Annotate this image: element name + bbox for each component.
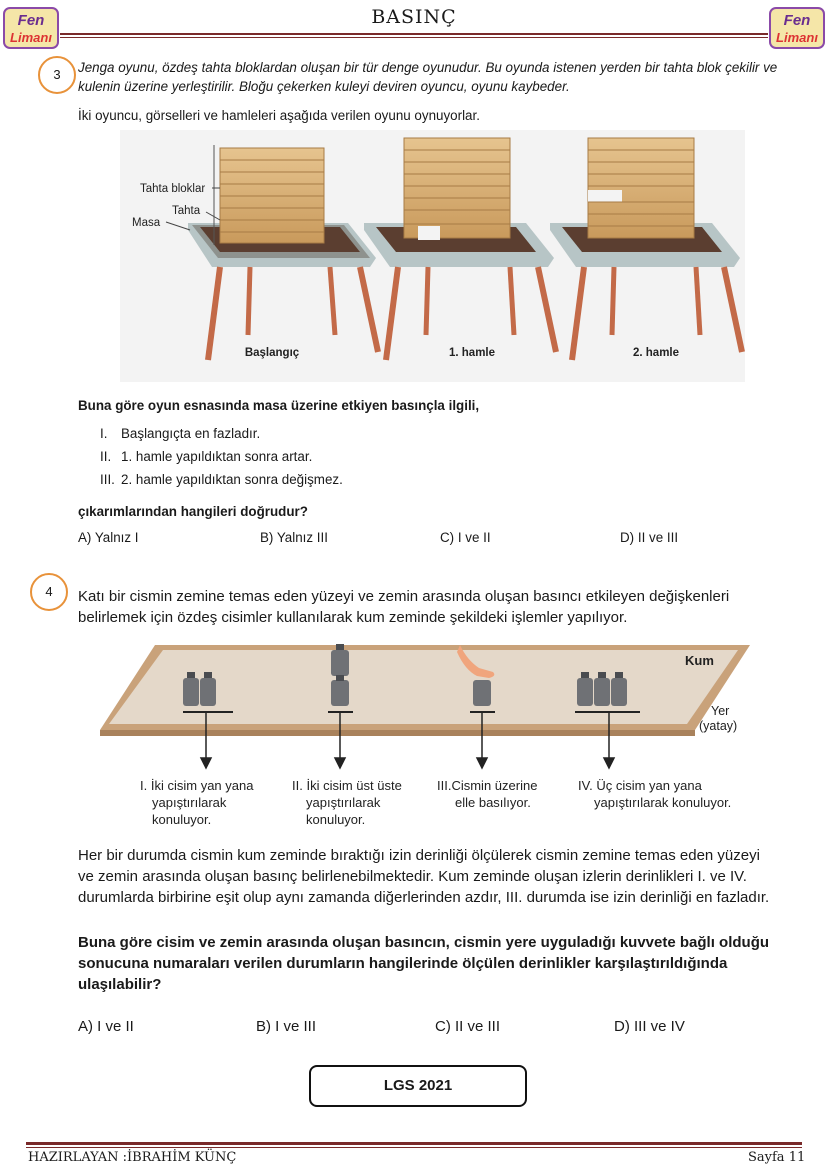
q3-option-d[interactable]: D) II ve III	[620, 530, 679, 545]
case-4-caption: IV. Üç cisim yan yana yapıştırılarak konuluyor.	[578, 778, 732, 810]
label-sand: Kum	[685, 653, 714, 668]
q3-statement-2-num: II.	[100, 449, 112, 464]
q4-question: Buna göre cisim ve zemin arasında oluşan basıncın, cismin yere uyguladığı kuvvete bağlı olduğu sonucuna numaraları verilen durumların hangilerinde ölçülen derinlikler karşılaştırıldığında ulaşılabilir?	[78, 934, 770, 993]
question-4-number: 4	[30, 573, 68, 611]
q3-option-c[interactable]: C) I ve II	[440, 530, 491, 545]
label-blocks: Tahta bloklar	[140, 183, 206, 195]
label-stage-start: Başlangıç	[244, 347, 300, 359]
q3-question: Buna göre oyun esnasında masa üzerine etkiyen basınçla ilgili,	[78, 398, 480, 413]
label-table: Masa	[132, 217, 161, 229]
q3-ask: çıkarımlarından hangileri doğrudur?	[78, 504, 308, 519]
q3-statement-3: 2. hamle yapıldıktan sonra değişmez.	[121, 472, 343, 487]
q4-option-c[interactable]: C) II ve III	[435, 1018, 501, 1035]
footer-divider-thin	[26, 1147, 802, 1148]
q3-intro: Jenga oyunu, özdeş tahta bloklardan oluşan bir tür denge oyunudur. Bu oyunda istenen yerden bir tahta blok çekilir ve kulenin üzerine yerleştirilir. Bloğu çekerken kuleyi deviren oyuncu, oyunu kaybeder.	[78, 60, 778, 94]
header-divider	[60, 33, 768, 35]
case-2-caption: II. İki cisim üst üste yapıştırılarak konuluyor.	[292, 778, 402, 827]
label-stage-move-1: 1. hamle	[448, 347, 496, 359]
sand-figure	[95, 640, 755, 770]
q3-option-a[interactable]: A) Yalnız I	[78, 530, 139, 545]
q3-statement-1-num: I.	[100, 426, 108, 441]
svg-text:Fen: Fen	[17, 12, 45, 29]
page-title: BASINÇ	[371, 6, 457, 28]
footer-page-number: Sayfa 11	[748, 1150, 806, 1165]
jenga-figure	[120, 130, 745, 382]
svg-text:Fen: Fen	[783, 12, 811, 29]
q3-statement-1: Başlangıçta en fazladır.	[121, 426, 261, 441]
q4-body: Her bir durumda cismin kum zeminde bıraktığı izin derinliği ölçülerek cismin zemine temas eden yüzeyi ve zemin arasında oluşan basınç belirlenebilmektedir. Kum zeminde oluşan izlerin derinlikleri I. ve IV. durumlarda birbirine eşit olup aynı zamanda diğerlerinden azdır, III. durumda ise izin derinliği en fazladır.	[78, 847, 770, 906]
q4-option-d[interactable]: D) III ve IV	[614, 1018, 685, 1035]
question-3-number: 3	[38, 56, 76, 94]
q3-statement-3-num: III.	[100, 472, 115, 487]
q3-context: İki oyuncu, görselleri ve hamleleri aşağıda verilen oyunu oynuyorlar.	[78, 108, 480, 123]
q4-intro: Katı bir cismin zemine temas eden yüzeyi ve zemin arasında oluşan basıncı etkileyen değişkenleri belirlemek için özdeş cisimler kullanılarak kum zeminde şekildeki işlemler yapılıyor.	[78, 588, 730, 626]
q4-option-b[interactable]: B) I ve III	[256, 1018, 317, 1035]
case-1-caption: I. İki cisim yan yana yapıştırılarak konuluyor.	[140, 778, 254, 827]
q4-option-a[interactable]: A) I ve II	[78, 1018, 134, 1035]
svg-text:Limanı: Limanı	[10, 30, 52, 45]
q3-option-b[interactable]: B) Yalnız III	[260, 530, 328, 545]
q3-statement-2: 1. hamle yapıldıktan sonra artar.	[121, 449, 313, 464]
label-wood: Tahta	[172, 205, 201, 217]
header-divider-thin	[60, 37, 768, 38]
footer-author: HAZIRLAYAN :İBRAHİM KÜNÇ	[28, 1150, 237, 1165]
footer-divider	[26, 1142, 802, 1145]
label-ground: Yer	[711, 704, 730, 718]
lgs-year-badge: LGS 2021	[309, 1065, 527, 1107]
label-horizontal: (yatay)	[699, 719, 738, 733]
svg-text:Limanı: Limanı	[776, 30, 818, 45]
label-stage-move-2: 2. hamle	[632, 347, 680, 359]
case-3-caption: III.Cismin üzerine elle basılıyor.	[437, 778, 538, 810]
